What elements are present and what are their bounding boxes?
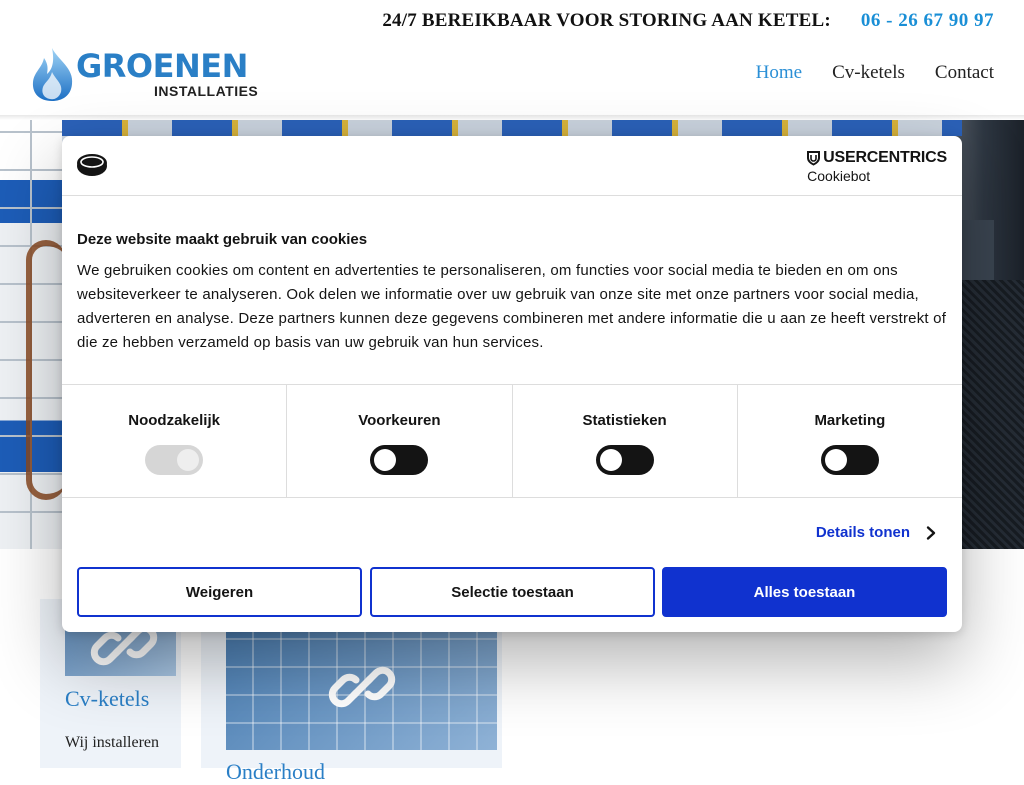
card-title[interactable]: Onderhoud [226, 759, 325, 784]
hero-insulation-decor [962, 280, 1024, 549]
nav-contact[interactable]: Contact [934, 62, 994, 83]
nav-home[interactable]: Home [755, 62, 803, 83]
cookie-consent-dialog [62, 136, 962, 632]
card-text: Wij installeren [65, 734, 159, 751]
logo-sub-text: INSTALLATIES [154, 83, 259, 99]
toggle-necessary [145, 445, 203, 475]
toggle-statistics[interactable] [596, 445, 654, 475]
show-details-label: Details tonen [815, 524, 910, 541]
category-statistics [513, 385, 738, 497]
cookie-description: We gebruiken cookies om content en advertenties te personaliseren, om functies voor social media te bieden en om ons websiteverkeer te analyseren. Ook delen we informatie over uw gebruik van onze site met onze partners voor social media, adverteren en analyse. Deze partners kunnen deze gegevens combineren met andere informatie die u aan ze heeft verstrekt of die ze hebben verzameld op basis van uw gebruik van hun services. [77, 262, 947, 351]
toggle-marketing[interactable] [821, 445, 879, 475]
site-logo[interactable] [30, 46, 275, 104]
toggle-knob [825, 449, 847, 471]
shield-icon [807, 151, 820, 165]
usercentrics-logo [807, 149, 947, 167]
toggle-knob [374, 449, 396, 471]
category-label: Noodzakelijk [128, 412, 220, 429]
card-title[interactable]: Cv-ketels [65, 686, 150, 711]
cookie-title: Deze website maakt gebruik van cookies [77, 231, 368, 248]
allow-selection-button[interactable]: Selectie toestaan [370, 567, 655, 617]
chevron-right-icon [926, 526, 936, 540]
category-marketing [738, 385, 962, 497]
hero-pipe-coil-decor [26, 240, 66, 500]
category-label: Statistieken [582, 412, 667, 429]
category-preferences [287, 385, 512, 497]
category-label: Voorkeuren [358, 412, 441, 429]
show-details-link[interactable] [816, 524, 936, 541]
toggle-knob [177, 449, 199, 471]
toggle-preferences[interactable] [370, 445, 428, 475]
cookiebot-branding[interactable] [807, 149, 947, 184]
category-necessary [62, 385, 287, 497]
link-icon [330, 663, 394, 711]
cookie-header [62, 136, 962, 196]
main-nav [756, 62, 994, 84]
nav-cv-ketels[interactable]: Cv-ketels [832, 62, 905, 83]
category-label: Marketing [814, 412, 886, 429]
cookie-categories [62, 384, 962, 498]
cookiebot-text: Cookiebot [807, 168, 871, 184]
allow-all-button[interactable]: Alles toestaan [662, 567, 947, 617]
logo-brand-text: GROENEN [76, 47, 248, 85]
flame-icon [30, 46, 76, 102]
deny-button[interactable]: Weigeren [77, 567, 362, 617]
toggle-knob [600, 449, 622, 471]
emergency-text: 24/7 BEREIKBAAR VOOR STORING AAN KETEL: [382, 10, 831, 31]
phone-link[interactable]: 06 - 26 67 90 97 [860, 10, 994, 31]
top-bar [382, 8, 994, 34]
hero-pipes-decor [62, 120, 962, 136]
usercentrics-text: USERCENTRICS [823, 149, 947, 166]
cookie-icon [76, 153, 108, 177]
